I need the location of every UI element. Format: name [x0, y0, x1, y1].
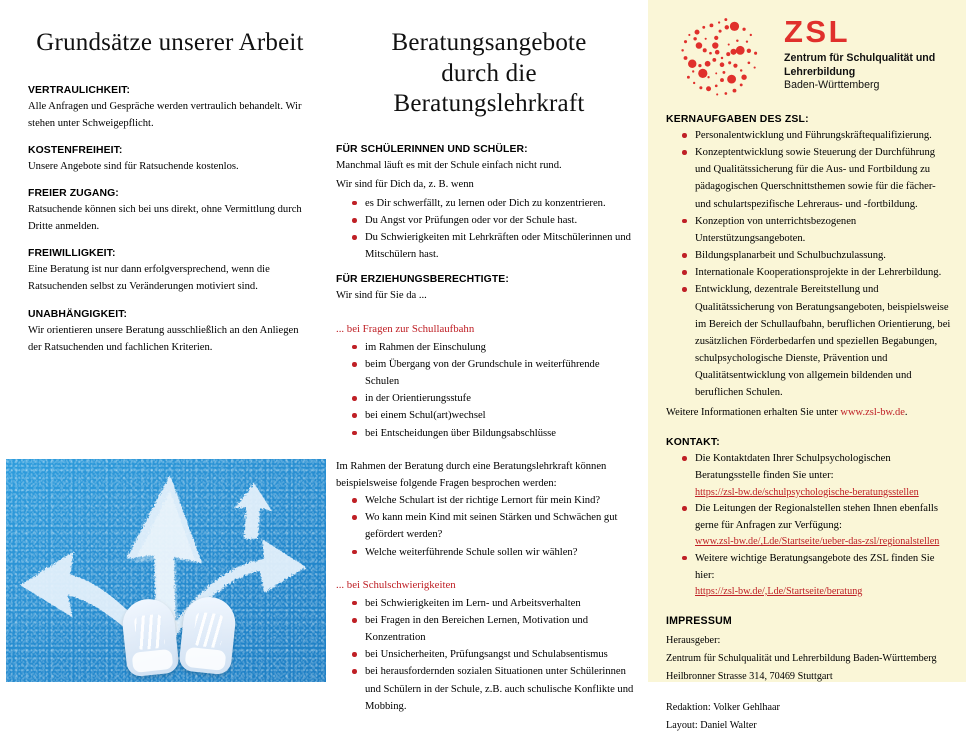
- spacer: [666, 599, 952, 615]
- footnote-prefix-text: Weitere Informationen erhalten Sie unter: [666, 407, 840, 418]
- zsl-acronym: ZSL: [784, 16, 952, 47]
- list-item: beim Übergang von der Grundschule in weiterführende Schulen: [352, 356, 634, 390]
- right-column-body: [666, 104, 952, 734]
- left-column: [0, 0, 330, 682]
- schulschwierigkeiten-subheading: ... bei Schulschwierigkeiten: [336, 577, 634, 593]
- section-body: Ratsuchende können sich bei uns direkt, ohne Vermittlung durch Dritte anmelden.: [28, 201, 308, 235]
- schulschwierigkeiten-section: [336, 577, 634, 715]
- list-item: bei Fragen in den Bereichen Lernen, Motivation und Konzentration: [352, 612, 634, 646]
- spacer: [666, 421, 952, 437]
- spacer: [336, 263, 634, 274]
- example-questions-section: [336, 458, 634, 561]
- principle-section-vertraulichkeit: [28, 85, 308, 132]
- zsl-subtitle-bold: Zentrum für Schulqualität und Lehrerbildung: [784, 52, 952, 79]
- schulschwierigkeiten-bullet-list: [336, 595, 634, 715]
- principle-section-kostenfreiheit: [28, 145, 308, 175]
- list-item: Entwicklung, dezentrale Bereitstellung und Qualitätssicherung von Beratungsangeboten, beispielsweise im Bereich der Schullaufbahn, beruflichen Orientierung, bei zusätzlichen Förderbedarfen und speziellen Begabungen, schulpsychologische Dienste, Prävention und Qualitätsentwicklung von allgemein bildenden und beruflichen Schulen.: [682, 281, 952, 401]
- principle-section-freiwilligkeit: [28, 248, 308, 295]
- students-bullet-list: [336, 195, 634, 264]
- decision-photo: [6, 459, 326, 682]
- list-item: bei Schwierigkeiten im Lern- und Arbeitsverhalten: [352, 595, 634, 612]
- left-column-title: Grundsätze unserer Arbeit: [28, 28, 312, 59]
- middle-column-title-line1: Beratungsangebote: [344, 28, 634, 59]
- middle-title-wrapper: [330, 0, 648, 120]
- kernaufgaben-section: [666, 114, 952, 421]
- list-item: Du Angst vor Prüfungen oder vor der Schule hast.: [352, 212, 634, 229]
- impressum-section: [666, 615, 952, 734]
- list-item: [682, 500, 952, 550]
- middle-column-body: [330, 120, 648, 715]
- section-body: Alle Anfragen und Gespräche werden vertraulich behandelt. Wir stehen unter Schweigepflicht.: [28, 98, 308, 132]
- spacer: [336, 305, 634, 321]
- section-body: Eine Beratung ist nur dann erfolgversprechend, wenn die Ratsuchenden selbst zu Veränderungen motiviert sind.: [28, 261, 308, 295]
- kontakt-item-text: Weitere wichtige Beratungsangebote des ZSL finden Sie hier:: [695, 553, 934, 581]
- students-section: [336, 144, 634, 264]
- spacer: [666, 686, 952, 699]
- list-item: es Dir schwerfällt, zu lernen oder Dich zu konzentrieren.: [352, 195, 634, 212]
- list-item: bei Entscheidungen über Bildungsabschlüsse: [352, 425, 634, 442]
- list-item: Internationale Kooperationsprojekte in der Lehrerbildung.: [682, 264, 952, 281]
- schullaufbahn-subheading: ... bei Fragen zur Schullaufbahn: [336, 321, 634, 337]
- questions-intro: Im Rahmen der Beratung durch eine Beratungslehrkraft können beispielsweise folgende Fragen besprochen werden:: [336, 458, 634, 492]
- kontakt-item-text: Die Leitungen der Regionalstellen stehen Ihnen ebenfalls gerne für Anfragen zur Verfügung:: [695, 503, 938, 531]
- section-body: Wir orientieren unsere Beratung ausschließlich an den Anliegen der Ratsuchenden und fachlichen Kriterien.: [28, 322, 308, 356]
- students-heading: FÜR SCHÜLERINNEN UND SCHÜLER:: [336, 144, 634, 155]
- list-item: Du Schwierigkeiten mit Lehrkräften oder Mitschülerinnen und Mitschülern hast.: [352, 229, 634, 263]
- middle-column: [330, 0, 648, 682]
- zsl-logo-block: [666, 0, 952, 104]
- list-item: im Rahmen der Einschulung: [352, 339, 634, 356]
- list-item: Welche Schulart ist der richtige Lernort für mein Kind?: [352, 492, 634, 509]
- section-heading: FREIER ZUGANG:: [28, 188, 308, 199]
- zsl-spiral-dots-icon: [674, 10, 770, 106]
- section-heading: UNABHÄNGIGKEIT:: [28, 309, 308, 320]
- zsl-subtitle-region: Baden-Württemberg: [784, 79, 952, 93]
- left-column-body: [0, 59, 330, 356]
- zsl-logo-text: [784, 10, 952, 93]
- kontakt-item-text: Die Kontaktdaten Ihrer Schulpsychologischen Beratungsstelle finden Sie unter:: [695, 453, 891, 481]
- impressum-publisher-name: Zentrum für Schulqualität und Lehrerbildung Baden-Württemberg: [666, 650, 952, 668]
- section-heading: VERTRAULICHKEIT:: [28, 85, 308, 96]
- section-body: Unsere Angebote sind für Ratsuchende kostenlos.: [28, 158, 308, 175]
- list-item: Konzeption von unterrichtsbezogenen Unterstützungsangeboten.: [682, 213, 952, 247]
- kernaufgaben-bullet-list: [666, 127, 952, 402]
- principle-section-freier-zugang: [28, 188, 308, 235]
- list-item: [682, 550, 952, 600]
- list-item: Konzeptentwicklung sowie Steuerung der Durchführung und Qualitätssicherung für die Aus- und Fortbildung zu pädagogischen Querschnittsthemen sowie für die fächer- und schulartspezifische Lehreraus- und -fortbildung.: [682, 144, 952, 213]
- footnote-suffix-text: .: [905, 407, 908, 418]
- questions-bullet-list: [336, 492, 634, 561]
- list-item: bei einem Schul(art)wechsel: [352, 407, 634, 424]
- kernaufgaben-footnote: [666, 405, 952, 422]
- right-column: [648, 0, 966, 682]
- list-item: bei herausfordernden sozialen Situationen unter Schülerinnen und Schülern in der Schule, z.B. auch schulische Konflikte und Mobbing.: [352, 663, 634, 714]
- zsl-website-link[interactable]: www.zsl-bw.de: [840, 407, 905, 418]
- kontakt-heading: KONTAKT:: [666, 437, 952, 448]
- beratungsstellen-link[interactable]: https://zsl-bw.de/schulpsychologische-beratungsstellen: [695, 485, 952, 500]
- list-item: bei Unsicherheiten, Prüfungsangst und Schulabsentismus: [352, 646, 634, 663]
- left-title-wrapper: [0, 0, 330, 59]
- students-intro-2: Wir sind für Dich da, z. B. wenn: [336, 176, 634, 193]
- guardians-heading: FÜR ERZIEHUNGSBERECHTIGTE:: [336, 274, 634, 285]
- impressum-publisher-label: Herausgeber:: [666, 632, 952, 650]
- kontakt-bullet-list: [666, 450, 952, 599]
- list-item: Wo kann mein Kind mit seinen Stärken und Schwächen gut gefördert werden?: [352, 509, 634, 543]
- middle-column-title-line2: durch die Beratungslehrkraft: [344, 59, 634, 120]
- section-heading: KOSTENFREIHEIT:: [28, 145, 308, 156]
- impressum-layout: Layout: Daniel Walter: [666, 717, 952, 734]
- section-heading: FREIWILLIGKEIT:: [28, 248, 308, 259]
- kontakt-section: [666, 437, 952, 599]
- list-item: [682, 450, 952, 500]
- guardians-section: [336, 274, 634, 304]
- impressum-editor: Redaktion: Volker Gehlhaar: [666, 699, 952, 717]
- impressum-heading: IMPRESSUM: [666, 615, 952, 627]
- principle-section-unabhaengigkeit: [28, 309, 308, 356]
- impressum-address: Heilbronner Strasse 314, 70469 Stuttgart: [666, 668, 952, 686]
- regionalstellen-link[interactable]: www.zsl-bw.de/,Lde/Startseite/ueber-das-zsl/regionalstellen: [695, 534, 952, 549]
- students-intro-1: Manchmal läuft es mit der Schule einfach nicht rund.: [336, 157, 634, 174]
- schullaufbahn-section: [336, 321, 634, 442]
- list-item: Bildungsplanarbeit und Schulbuchzulassung.: [682, 247, 952, 264]
- spacer: [336, 561, 634, 577]
- photo-background: [6, 459, 326, 682]
- kernaufgaben-heading: KERNAUFGABEN DES ZSL:: [666, 114, 952, 125]
- beratung-link[interactable]: https://zsl-bw.de/,Lde/Startseite/beratung: [695, 584, 952, 599]
- list-item: Personalentwicklung und Führungskräftequalifizierung.: [682, 127, 952, 144]
- spacer: [336, 442, 634, 458]
- list-item: Welche weiterführende Schule sollen wir wählen?: [352, 544, 634, 561]
- schullaufbahn-bullet-list: [336, 339, 634, 442]
- guardians-intro: Wir sind für Sie da ...: [336, 287, 634, 304]
- list-item: in der Orientierungsstufe: [352, 390, 634, 407]
